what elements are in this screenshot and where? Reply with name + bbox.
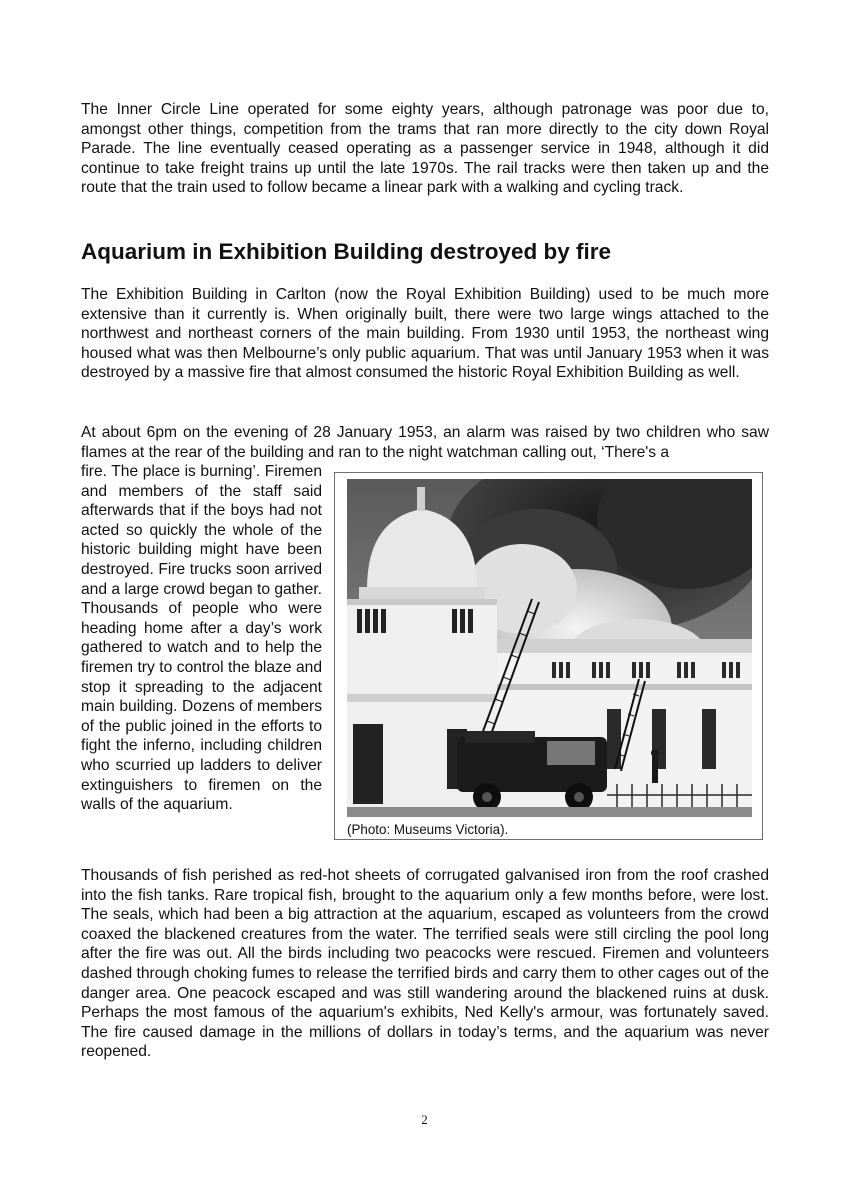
exhibition-building-paragraph: The Exhibition Building in Carlton (now the Royal Exhibition Building) used to be much more extensive than it currently is. When originally built, there were two large wings attached to the northwest and northeast corners of the main building. From 1930 until 1953, the northeast wing housed what was then Melbourne’s only public aquarium. That was until January 1953 when it was destroyed by a massive fire that almost consumed the historic Royal Exhibition Building as well.	[81, 286, 769, 382]
page-number: 2	[421, 1112, 428, 1127]
alarm-paragraph-start: At about 6pm on the evening of 28 January 1953, an alarm was raised by two children who saw flames at the rear of the building and ran to the night watchman calling out, ‘There's a	[81, 424, 769, 461]
aftermath-paragraph: Thousands of fish perished as red-hot sheets of corrugated galvanised iron from the roof crashed into the fish tanks. Rare tropical fish, brought to the aquarium only a few months before, were lost. The seals, which had been a big attraction at the aquarium, escaped as volunteers from the crowd coaxed the blackened creatures from the water. The terrified seals were still circling the pool long after the fire was out. All the birds including two peacocks were rescued. Firemen and volunteers dashed through choking fumes to release the terrified birds and carry them to other cages out of the danger area. One peacock escaped and was still wandering around the blackened ruins at dusk. Perhaps the most famous of the aquarium's exhibits, Ned Kelly's armour, was fortunately saved. The fire caused damage in the millions of dollars in today’s terms, and the aquarium was never reopened.	[81, 867, 769, 1061]
fire-photo-figure	[334, 472, 763, 840]
intro-paragraph: The Inner Circle Line operated for some eighty years, although patronage was poor due to, amongst other things, competition from the trams that ran more directly to the city down Royal Parade. The line eventually ceased operating as a passenger service in 1948, although it did continue to take freight trains up until the late 1970s. The rail tracks were then taken up and the route that the train used to follow became a linear park with a walking and cycling track.	[81, 101, 769, 197]
alarm-paragraph-continued: fire. The place is burning’. Firemen and members of the staff said afterwards that if the boys had not acted so quickly the whole of the historic building might have been destroyed. Fire trucks soon arrived and a large crowd began to gather. Thousands of people who were heading home after a day’s work gathered to watch and to help the firemen try to control the blaze and stop it spreading to the adjacent main building. Dozens of members of the public joined in the efforts to fight the inferno, including children who scurried up ladders to deliver extinguishers to firemen on the walls of the aquarium.	[81, 463, 323, 814]
exhibition-building-fire-photo	[347, 479, 752, 817]
section-heading: Aquarium in Exhibition Building destroyed by fire	[81, 239, 612, 264]
photo-caption: (Photo: Museums Victoria).	[347, 822, 509, 837]
